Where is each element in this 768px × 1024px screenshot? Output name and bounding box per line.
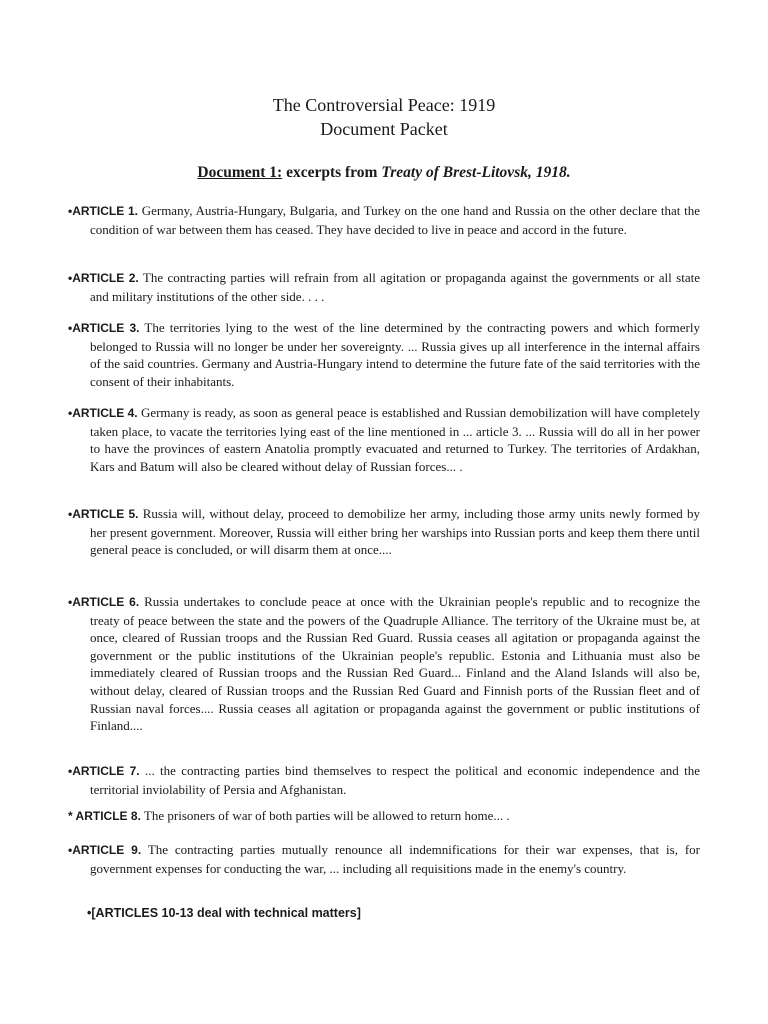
article-text: Russia undertakes to conclude peace at once with the Ukrainian people's republic and to recognize the treaty of peace between the state and the powers of the Quadruple Alliance. The territory of the Ukraine must be, at once, cleared of Russian troops and the Russian Red Guard. Russia ceases all agitation or propaganda against the government or the public institutions of the Ukrainian people's republic. Estonia and Lithuania must also be immediately cleared of Russian troops and the Russian Red Guard... Finland and the Aland Islands will also be, without delay, cleared of Russian troops and the Russian Red Guard and Finnish ports of the Russian fleet and of Russian naval forces.... Russia ceases all agitation or propaganda against the government or public institutions of Finland....	[90, 594, 701, 734]
article-text: Germany, Austria-Hungary, Bulgaria, and Turkey on the one hand and Russia on the other declare that the condition of war between them has ceased. They have decided to live in peace and accord in the future.	[90, 203, 700, 237]
treaty-name: Treaty of Brest-Litovsk, 1918.	[381, 164, 571, 181]
article-text: Russia will, without delay, proceed to demobilize her army, including those army units newly formed by her present government. Moreover, Russia will either bring her warships into Russian ports and keep them there until general peace is concluded, or will disarm them at once....	[90, 506, 701, 558]
article-text: ... the contracting parties bind themselves to respect the political and economic independence and the territorial inviolability of Persia and Afghanistan.	[90, 763, 700, 797]
article-label: •ARTICLE 9.	[68, 843, 142, 857]
article-label: •ARTICLE 1.	[68, 204, 138, 218]
article-label: •ARTICLE 5.	[68, 507, 139, 521]
article-9	[68, 841, 700, 877]
excerpts-text: excerpts from	[282, 164, 382, 181]
article-4	[68, 404, 700, 475]
article-label: * ARTICLE 8.	[68, 809, 141, 823]
packet-title: The Controversial Peace: 1919	[272, 95, 496, 115]
article-3	[68, 319, 700, 390]
article-2	[68, 269, 700, 305]
article-text: The contracting parties mutually renounce all indemnifications for their war expenses, that is, for government expenses for conducting the war, ... including all requisitions made in the enemy's country.	[90, 842, 700, 876]
article-text: The territories lying to the west of the line determined by the contracting powers and which formerly belonged to Russia will no longer be under her sovereignty. ... Russia gives up all interference in the internal affairs of the said countries. Germany and Austria-Hungary intend to determine the future fate of the said territories with the consent of their inhabitants.	[90, 320, 700, 389]
article-label: •ARTICLE 3.	[68, 321, 140, 335]
article-text: The prisoners of war of both parties will be allowed to return home... .	[140, 808, 510, 823]
article-1	[68, 202, 700, 238]
article-text: Germany is ready, as soon as general peace is established and Russian demobilization will have completely taken place, to vacate the territories lying east of the line mentioned in ... article 3. ... Russia will do all in her power to have the provinces of eastern Anatolia promptly evacuated and returned to Turkey. The territories of Ardakhan, Kars and Batum will also be cleared without delay of Russian forces... .	[90, 405, 700, 474]
article-7	[68, 762, 700, 798]
article-6	[68, 593, 700, 735]
article-label: •ARTICLE 6.	[68, 595, 140, 609]
article-label: •ARTICLE 7.	[68, 764, 140, 778]
article-5	[68, 505, 700, 559]
article-8	[68, 807, 700, 826]
document-heading	[0, 164, 768, 182]
closing-note: •[ARTICLES 10-13 deal with technical matters]	[87, 906, 361, 920]
article-text: The contracting parties will refrain from all agitation or propaganda against the governments or all state and military institutions of the other side. . . .	[90, 270, 700, 304]
document-label: Document 1:	[197, 164, 283, 181]
article-label: •ARTICLE 4.	[68, 406, 138, 420]
packet-subtitle: Document Packet	[320, 119, 448, 139]
article-label: •ARTICLE 2.	[68, 271, 139, 285]
